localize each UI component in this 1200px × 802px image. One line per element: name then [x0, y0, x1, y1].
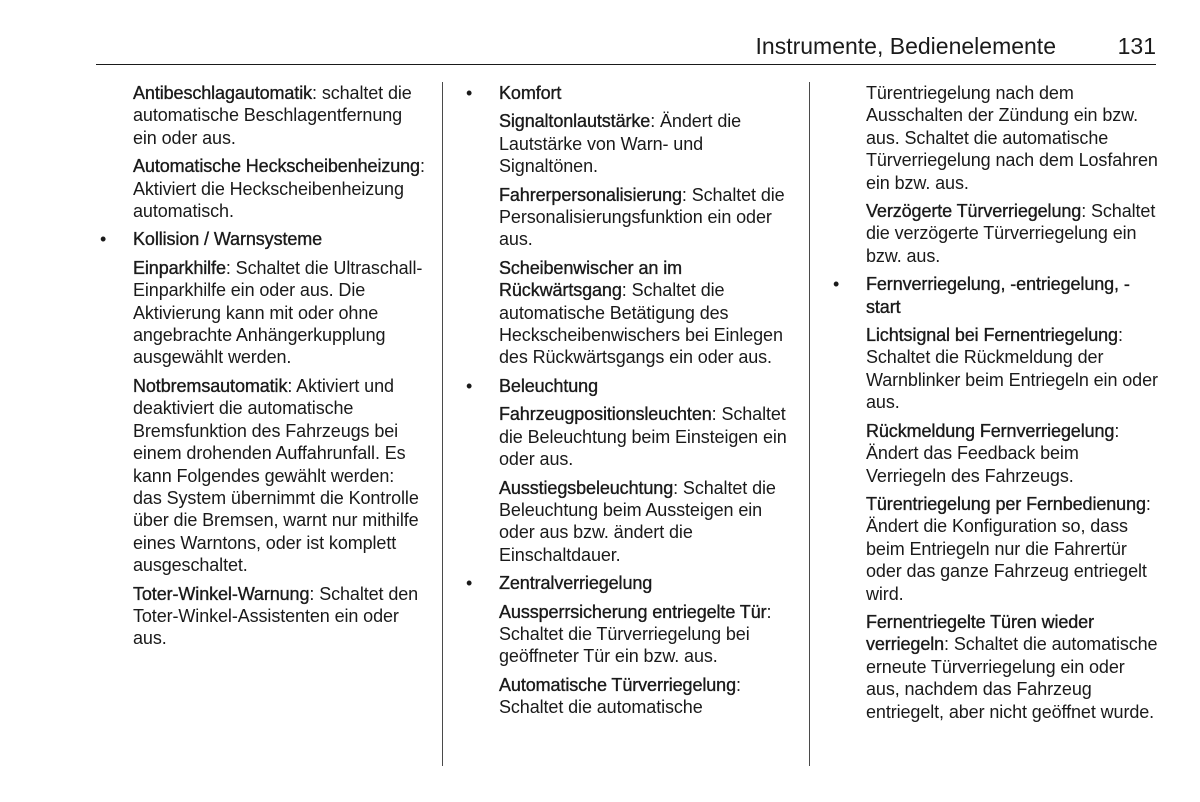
entry-term: Einparkhilfe	[133, 257, 226, 278]
entry-paragraph	[499, 403, 795, 470]
entry-paragraph	[499, 257, 795, 369]
bullet-heading	[499, 82, 795, 104]
entry-text: : Ändert die Lautstärke von Warn- und Signaltönen.	[499, 111, 742, 177]
entry-paragraph	[499, 601, 795, 668]
entry-text: : Ändert das Feedback beim Verriegeln des Fahrzeugs.	[866, 420, 1120, 486]
entry-paragraph	[866, 420, 1162, 487]
column-divider-2	[809, 82, 810, 766]
entry-text: : Aktiviert und deaktiviert die automatische Bremsfunktion des Fahrzeugs bei einem drohenden Auffahrunfall. Es kann Folgendes gewählt werden: das System übernimmt die Kontrolle über die Bremsen, warnt nur mithilfe eines Warntons, oder ist komplett ausgeschaltet.	[133, 375, 419, 576]
entry-text: : Schaltet die automatische	[499, 674, 741, 718]
entry-term: Scheibenwischer an im Rückwärtsgang	[499, 257, 682, 301]
entry-text: : Schaltet die Personalisierungsfunktion ein oder aus.	[499, 184, 785, 250]
bullet-heading	[133, 228, 425, 250]
entry-paragraph	[866, 611, 1162, 723]
page-number: 131	[1117, 33, 1156, 59]
page-header	[96, 28, 1156, 65]
column-1	[133, 82, 425, 656]
entry-term: Verzögerte Türverriegelung	[866, 201, 1082, 222]
entry-term: Fernentriegelte Türen wieder verriegeln	[866, 611, 1094, 655]
bullet-heading	[499, 572, 795, 594]
entry-term: Automatische Türverriegelung	[499, 674, 736, 695]
entry-term: Lichtsignal bei Fernentriegelung	[866, 325, 1118, 346]
entry-term: Rückmeldung Fernverriegelung	[866, 420, 1115, 441]
entry-term: Signaltonlautstärke	[499, 111, 651, 132]
entry-text: : Schaltet die automatische erneute Türverriegelung ein oder aus, nachdem das Fahrzeug entriegelt, aber nicht geöffnet wurde.	[866, 634, 1158, 722]
bullet-heading	[499, 375, 795, 397]
entry-text: : Schaltet die Türverriegelung bei geöffneter Tür ein bzw. aus.	[499, 601, 772, 667]
entry-paragraph	[133, 82, 425, 149]
entry-text: : Schaltet die automatische Betätigung des Heckscheibenwischers bei Einlegen des Rückwärtsgangs ein oder aus.	[499, 280, 783, 368]
entry-text: : Aktiviert die Heckscheibenheizung automatisch.	[133, 156, 425, 222]
entry-term: Fahrzeugpositionsleuchten	[499, 404, 712, 425]
entry-text: : Schaltet die Ultraschall-Einparkhilfe ein oder aus. Die Aktivierung kann mit oder ohne angebrachte Anhängerkupplung ausgewählt werden.	[133, 257, 423, 368]
entry-paragraph	[499, 477, 795, 567]
entry-text: : Schaltet die Beleuchtung beim Aussteigen ein oder aus bzw. ändert die Einschaltdauer.	[499, 477, 776, 565]
entry-term: Aussperrsicherung entriegelte Tür	[499, 601, 767, 622]
entry-term: Ausstiegsbeleuchtung	[499, 477, 674, 498]
bullet-text: Kollision / Warnsysteme	[133, 229, 323, 250]
entry-paragraph	[133, 155, 425, 222]
bullet-text: Zentralverriegelung	[499, 573, 653, 594]
entry-text: : Schaltet die Beleuchtung beim Einsteigen ein oder aus.	[499, 404, 787, 470]
entry-paragraph	[499, 110, 795, 177]
column-3	[866, 82, 1162, 729]
entry-paragraph	[133, 257, 425, 369]
column-2	[499, 82, 795, 725]
entry-paragraph	[133, 583, 425, 650]
entry-term: Türentriegelung per Fernbedienung	[866, 493, 1146, 514]
bullet-text: Beleuchtung	[499, 375, 598, 396]
entry-text: : Schaltet die verzögerte Türverriegelung ein bzw. aus.	[866, 201, 1156, 266]
header-title: Instrumente, Bedienelemente	[755, 33, 1056, 59]
entry-paragraph	[499, 184, 795, 251]
entry-paragraph	[133, 375, 425, 577]
entry-text: : Schaltet die Rückmeldung der Warnblinker beim Entriegeln ein oder aus.	[866, 325, 1158, 413]
entry-text: : Schaltet den Toter-Winkel-Assistenten ein oder aus.	[133, 583, 419, 649]
entry-term: Toter-Winkel-Warnung	[133, 583, 310, 604]
bullet-text: Komfort	[499, 83, 562, 103]
column-divider-1	[442, 82, 443, 766]
entry-paragraph	[866, 493, 1162, 605]
entry-text: : schaltet die automatische Beschlagentfernung ein oder aus.	[133, 83, 412, 148]
entry-paragraph	[499, 674, 795, 719]
entry-term: Automatische Heckscheibenheizung	[133, 156, 420, 177]
bullet-heading	[866, 273, 1162, 318]
entry-term: Fahrerpersonalisierung	[499, 184, 682, 205]
bullet-text: Fernverriegelung, -entriegelung, -start	[866, 274, 1130, 317]
entry-paragraph	[866, 324, 1162, 414]
plain-paragraph: Türentriegelung nach dem Ausschalten der Zündung ein bzw. aus. Schaltet die automatische Türverriegelung nach dem Losfahren ein bzw. aus.	[866, 83, 1158, 193]
entry-text: : Ändert die Konfiguration so, dass beim Entriegeln nur die Fahrertür oder das ganze Fahrzeug entriegelt wird.	[866, 493, 1151, 604]
entry-term: Antibeschlagautomatik	[133, 83, 313, 103]
entry-paragraph	[866, 200, 1162, 267]
entry-term: Notbremsautomatik	[133, 375, 288, 396]
